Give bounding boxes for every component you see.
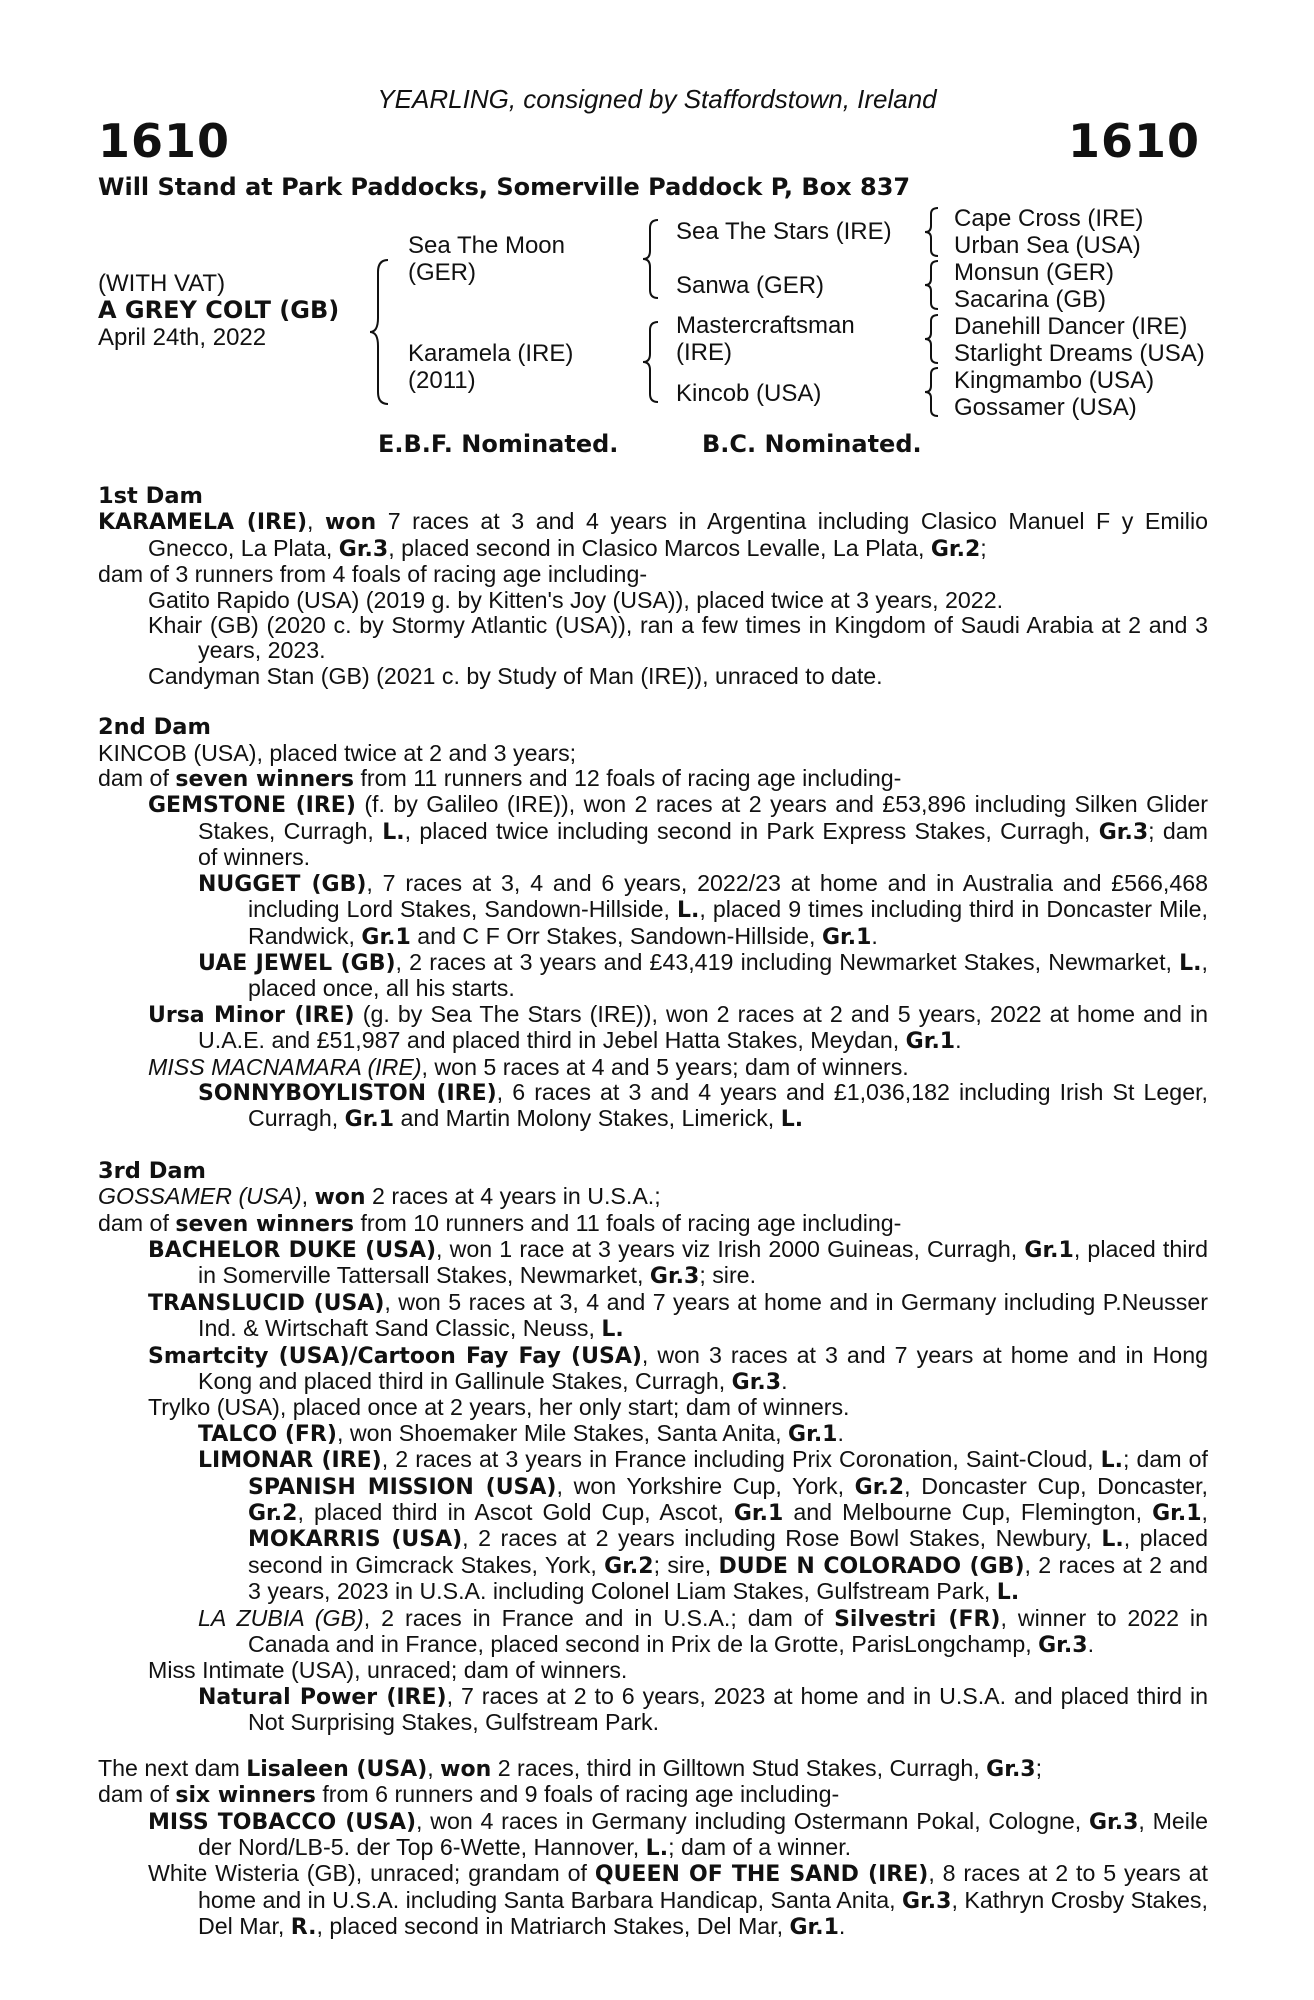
brace-g4-1 — [922, 206, 944, 258]
vat-note: (WITH VAT) — [98, 270, 226, 297]
stand-location: Will Stand at Park Paddocks, Somerville Paddock P, Box 837 — [98, 173, 911, 201]
next-dam-entry: The next dam Lisaleen (USA), won 2 races, third in Gilltown Stud Stakes, Curragh, Gr.3; — [98, 1754, 1043, 1782]
subject-description: A GREY COLT (GB) — [98, 296, 340, 324]
lot-number-left: 1610 — [98, 114, 231, 168]
lot-number-right: 1610 — [1067, 114, 1200, 168]
brace-g4-4 — [922, 366, 944, 418]
bc-nomination: B.C. Nominated. — [702, 430, 922, 458]
dam: Karamela (IRE) (2011) — [408, 340, 574, 394]
produce-item: Khair (GB) (2020 c. by Stormy Atlantic (USA)), ran a few times in Kingdom of Saudi Arabia at 2 and 3 years, 2023. — [148, 612, 1208, 664]
produce-item: LIMONAR (IRE), 2 races at 3 years in France including Prix Coronation, Saint-Cloud, L.; dam of SPANISH MISSION (USA), won Yorkshire Cup, York, Gr.2, Doncaster Cup, Doncaster, Gr.2, placed third in Ascot Gold Cup, Ascot, Gr.1 and Melbourne Cup, Flemington, Gr.1, MOKARRIS (USA), 2 races at 2 years including Rose Bowl Stakes, Newbury, L., placed second in Gimcrack Stakes, York, Gr.2; sire, DUDE N COLORADO (GB), 2 races at 2 and 3 years, 2023 in U.S.A. including Colonel Liam Stakes, Gulfstream Park, L. — [198, 1446, 1208, 1606]
produce-item: Miss Intimate (USA), unraced; dam of winners. — [148, 1657, 628, 1684]
ebf-nomination: E.B.F. Nominated. — [378, 430, 619, 458]
brace-sire — [640, 218, 664, 300]
produce-item: Candyman Stan (GB) (2021 c. by Study of Man (IRE)), unraced to date. — [148, 662, 883, 689]
produce-item: White Wisteria (GB), unraced; grandam of QUEEN OF THE SAND (IRE), 8 races at 2 to 5 years at home and in U.S.A. including Santa Barbara Handicap, Santa Anita, Gr.3, Kathryn Crosby Stakes, Del Mar, R., placed second in Matriarch Stakes, Del Mar, Gr.1. — [148, 1860, 1208, 1941]
brace-dam — [640, 320, 664, 404]
consignment-line: YEARLING, consigned by Staffordstown, Ireland — [377, 84, 937, 114]
second-dam-heading: 2nd Dam — [98, 714, 211, 741]
produce-item: TRANSLUCID (USA), won 5 races at 3, 4 and 7 years at home and in Germany including P.Neusser Ind. & Wirtschaft Sand Classic, Neuss, L. — [148, 1288, 1208, 1343]
brace-g4-2 — [922, 259, 944, 311]
brace-g4-3 — [922, 313, 944, 365]
produce-item: Ursa Minor (IRE) (g. by Sea The Stars (IRE)), won 2 races at 2 and 5 years, 2022 at home and in U.A.E. and £51,987 and placed third in Jebel Hatta Stakes, Meydan, Gr.1. — [148, 1000, 1208, 1055]
sire-dam: Sanwa (GER) — [676, 272, 825, 299]
third-dam-heading: 3rd Dam — [98, 1157, 206, 1184]
gen4-column: Cape Cross (IRE) Urban Sea (USA) Monsun (GER) Sacarina (GB) Danehill Dancer (IRE) Starlight Dreams (USA) Kingmambo (USA) Gossamer (USA) — [954, 205, 1205, 421]
second-dam-produce: dam of seven winners from 11 runners and 12 foals of racing age including- — [98, 765, 902, 793]
dam-sire: Mastercraftsman (IRE) — [676, 312, 855, 366]
produce-item: LA ZUBIA (GB), 2 races in France and in U.S.A.; dam of Silvestri (FR), winner to 2022 in Canada and in France, placed second in Prix de la Grotte, ParisLongchamp, Gr.3. — [198, 1604, 1208, 1659]
sire: Sea The Moon (GER) — [408, 232, 565, 286]
produce-item: Gatito Rapido (USA) (2019 g. by Kitten's Joy (USA)), placed twice at 3 years, 2022. — [148, 586, 1004, 613]
catalogue-body — [98, 484, 1208, 1941]
dam-dam: Kincob (USA) — [676, 380, 822, 407]
produce-item: Smartcity (USA)/Cartoon Fay Fay (USA), won 3 races at 3 and 7 years at home and in Hong Kong and placed third in Gallinule Stakes, Curragh, Gr.3. — [148, 1341, 1208, 1395]
brace-gen1 — [366, 258, 396, 406]
sire-sire: Sea The Stars (IRE) — [676, 218, 892, 245]
second-dam-entry: KINCOB (USA), placed twice at 2 and 3 years; — [98, 739, 577, 766]
produce-item: BACHELOR DUKE (USA), won 1 race at 3 years viz Irish 2000 Guineas, Curragh, Gr.1, placed third in Somerville Tattersall Stakes, Newmarket, Gr.3; sire. — [148, 1235, 1209, 1290]
produce-item: MISS TOBACCO (USA), won 4 races in Germany including Ostermann Pokal, Cologne, Gr.3, Meile der Nord/LB-5. der Top 6-Wette, Hannover, L.; dam of a winner. — [148, 1807, 1208, 1861]
next-dam-produce: dam of six winners from 6 runners and 9 foals of racing age including- — [98, 1781, 840, 1809]
first-dam-entry: KARAMELA (IRE), won 7 races at 3 and 4 years in Argentina including Clasico Manuel F y Emilio Gnecco, La Plata, Gr.3, placed second in Clasico Marcos Levalle, La Plata, Gr.2; — [98, 508, 1208, 562]
produce-item: MISS MACNAMARA (IRE), won 5 races at 4 and 5 years; dam of winners. — [148, 1053, 909, 1080]
third-dam-produce: dam of seven winners from 10 runners and 11 foals of racing age including- — [98, 1209, 902, 1237]
produce-item: GEMSTONE (IRE) (f. by Galileo (IRE)), won 2 races at 2 years and £53,896 including Silken Glider Stakes, Curragh, L., placed twice including second in Park Express Stakes, Curragh, Gr.3; dam of winners. — [148, 791, 1208, 871]
produce-item: TALCO (FR), won Shoemaker Mile Stakes, Santa Anita, Gr.1. — [198, 1419, 844, 1447]
first-dam-produce: dam of 3 runners from 4 foals of racing age including- — [98, 561, 648, 588]
third-dam-entry: GOSSAMER (USA), won 2 races at 4 years in U.S.A.; — [98, 1183, 661, 1211]
produce-item: NUGGET (GB), 7 races at 3, 4 and 6 years, 2022/23 at home and in Australia and £566,468 including Lord Stakes, Sandown-Hillside, L., placed 9 times including third in Doncaster Mile, Randwick, Gr.1 and C F Orr Stakes, Sandown-Hillside, Gr.1. — [198, 869, 1209, 950]
produce-item: SONNYBOYLISTON (IRE), 6 races at 3 and 4 years and £1,036,182 including Irish St Leger, Curragh, Gr.1 and Martin Molony Stakes, Limerick, L. — [198, 1078, 1208, 1133]
produce-item: Trylko (USA), placed once at 2 years, her only start; dam of winners. — [148, 1394, 850, 1421]
subject-block — [98, 270, 339, 351]
produce-item: Natural Power (IRE), 7 races at 2 to 6 years, 2023 at home and in U.S.A. and placed third in Not Surprising Stakes, Gulfstream Park. — [198, 1682, 1208, 1736]
foaling-date: April 24th, 2022 — [98, 324, 267, 351]
first-dam-heading: 1st Dam — [98, 483, 203, 509]
produce-item: UAE JEWEL (GB), 2 races at 3 years and £43,419 including Newmarket Stakes, Newmarket, L., placed once, all his starts. — [198, 948, 1208, 1002]
